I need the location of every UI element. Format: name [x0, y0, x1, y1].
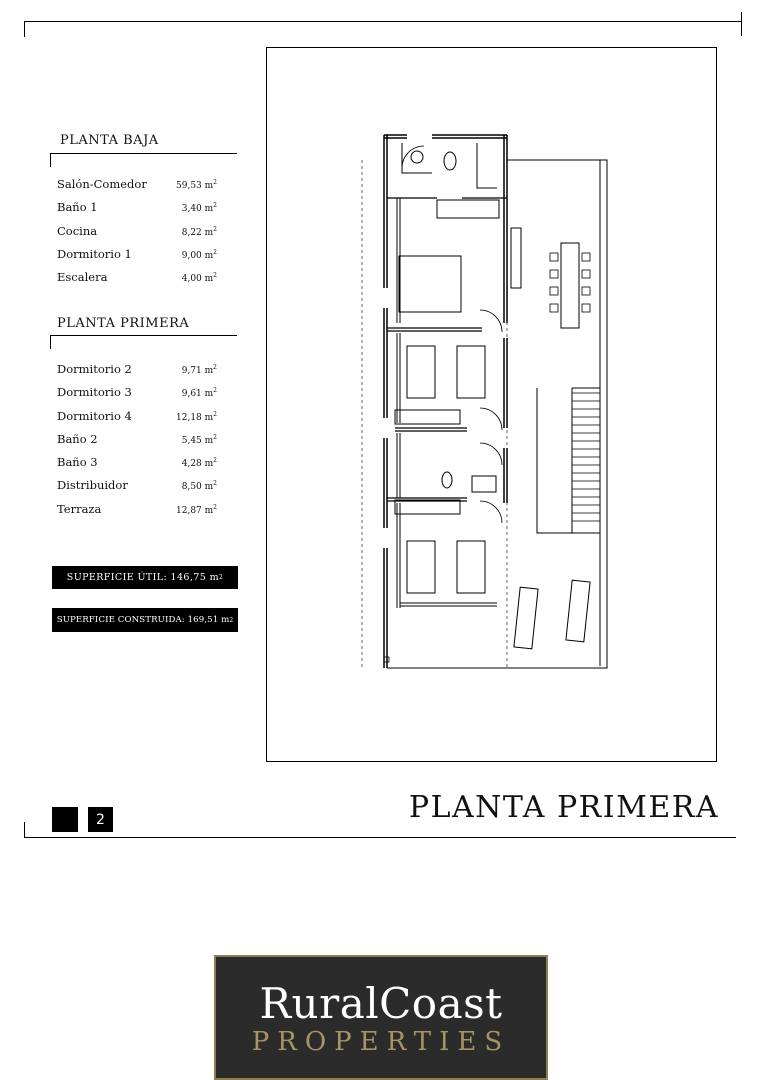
- planta-primera-rule-tick: [50, 335, 51, 349]
- plan-sofa: [511, 228, 521, 288]
- room-row: [57, 385, 217, 408]
- plan-door-2: [480, 408, 502, 430]
- plan-bed-4: [407, 541, 435, 593]
- room-area: [176, 504, 217, 516]
- plan-partition-3: [395, 428, 467, 431]
- planta-baja-room-list: [57, 177, 217, 293]
- room-name: Terraza: [57, 501, 102, 516]
- room-name: Cocina: [57, 223, 98, 238]
- room-area: [182, 387, 217, 399]
- plan-bed-1: [399, 256, 461, 312]
- plan-sink-1: [411, 151, 423, 163]
- room-row: [57, 409, 217, 432]
- room-area-exp: 2: [213, 387, 217, 395]
- planta-primera-rule: [50, 335, 237, 336]
- plan-bath-walls: [402, 143, 497, 188]
- plan-inner-wall-h2: [400, 603, 497, 606]
- room-name: Salón-Comedor: [57, 177, 147, 191]
- room-area-value: 9,00 m: [181, 250, 214, 261]
- room-name: Baño 3: [57, 455, 98, 470]
- room-name: Baño 1: [57, 200, 98, 215]
- plan-toilet-2: [442, 472, 452, 488]
- plan-door-3: [480, 443, 502, 465]
- ruralcoast-logo: [214, 955, 548, 1080]
- planta-primera-room-list: [57, 362, 217, 525]
- room-area-exp: 2: [213, 457, 217, 465]
- bottom-frame-line: [24, 837, 736, 838]
- room-area: [176, 179, 217, 191]
- plan-outer-walls: [384, 135, 387, 668]
- room-row: [57, 270, 217, 293]
- room-area-exp: 2: [213, 364, 217, 371]
- room-area-exp: 2: [213, 503, 217, 511]
- plan-terrace-outline: [387, 160, 607, 668]
- floor-plan-frame: [266, 47, 717, 762]
- room-area-value: 9,61 m: [181, 389, 214, 400]
- logo-line-1: RuralCoast: [259, 979, 503, 1028]
- plan-lounger-2: [566, 580, 590, 642]
- room-row: [57, 200, 217, 223]
- room-area-exp: 2: [213, 202, 217, 210]
- room-area: [176, 411, 217, 423]
- room-area-exp: 2: [213, 248, 217, 256]
- plan-stair-void: [537, 388, 572, 533]
- room-area-value: 8,50 m: [181, 482, 214, 493]
- planta-baja-rule: [50, 153, 237, 154]
- room-area: [182, 364, 217, 376]
- plan-door-4: [480, 501, 502, 523]
- room-name: Dormitorio 1: [57, 246, 132, 261]
- plan-wardrobe-1: [437, 200, 499, 218]
- room-area-value: 4,00 m: [181, 274, 214, 285]
- planta-baja-rule-tick: [50, 153, 51, 167]
- room-area: [182, 272, 217, 284]
- planta-baja-title: PLANTA BAJA: [60, 133, 159, 148]
- floor-plan-drawing: [267, 48, 716, 761]
- room-area-value: 5,45 m: [181, 435, 214, 446]
- room-area: [182, 249, 217, 261]
- top-frame-right-tick: [741, 12, 742, 36]
- room-row: [57, 502, 217, 525]
- plan-bed-5: [457, 541, 485, 593]
- top-frame-left-tick: [24, 21, 25, 37]
- plan-right-wall: [504, 135, 507, 503]
- room-area-value: 3,40 m: [181, 204, 214, 215]
- room-area-exp: 2: [213, 433, 217, 441]
- plan-bed-3: [457, 346, 485, 398]
- plan-wardrobe-2: [395, 410, 460, 424]
- planta-primera-title: PLANTA PRIMERA: [57, 316, 190, 331]
- room-area-value: 9,71 m: [181, 366, 214, 376]
- room-name: Distribuidor: [57, 478, 128, 493]
- page-heading: PLANTA PRIMERA: [408, 790, 719, 825]
- plan-partition-2: [387, 328, 482, 331]
- room-row: [57, 224, 217, 247]
- room-name: Baño 2: [57, 431, 98, 446]
- room-area-exp: 2: [213, 225, 217, 233]
- top-frame-line: [24, 21, 742, 22]
- plan-lounger-1: [514, 587, 538, 649]
- room-area: [182, 226, 217, 238]
- room-row: [57, 177, 217, 200]
- room-row: [57, 455, 217, 478]
- room-area-value: 12,87 m: [176, 505, 214, 516]
- superficie-util-exp: 2: [219, 574, 224, 581]
- room-area-exp: 2: [213, 272, 217, 280]
- superficie-util-box: [52, 566, 238, 589]
- room-name: Dormitorio 3: [57, 385, 132, 400]
- room-row: [57, 362, 217, 385]
- plan-dining-table: [561, 243, 579, 328]
- plan-wardrobe-3: [395, 500, 460, 514]
- room-area-value: 12,18 m: [176, 412, 214, 423]
- room-area: [182, 457, 217, 469]
- room-name: Dormitorio 4: [57, 408, 132, 423]
- plan-bed-2: [407, 346, 435, 398]
- plan-shower: [472, 476, 496, 492]
- room-area-exp: 2: [213, 480, 217, 488]
- plan-door-5: [402, 146, 424, 168]
- plan-stair-treads: [572, 393, 600, 521]
- room-name: Escalera: [57, 270, 108, 285]
- room-area: [182, 480, 217, 492]
- superficie-construida-box: [52, 608, 238, 632]
- room-row: [57, 247, 217, 270]
- superficie-construida-exp: 2: [229, 616, 234, 624]
- room-name: Dormitorio 2: [57, 362, 132, 376]
- room-row: [57, 432, 217, 455]
- room-area-exp: 2: [213, 410, 217, 418]
- plan-stair-outline: [572, 388, 600, 533]
- plan-top-wall: [384, 135, 507, 138]
- logo-line-2: PROPERTIES: [251, 1027, 511, 1057]
- page-number: 2: [88, 807, 113, 832]
- room-area-value: 4,28 m: [181, 459, 214, 470]
- room-area-value: 59,53 m: [176, 181, 214, 191]
- room-area: [182, 434, 217, 446]
- page-marker-square: [52, 807, 78, 832]
- room-area: [182, 202, 217, 214]
- superficie-util-label: SUPERFICIE ÚTIL: 146,75 m: [66, 572, 219, 583]
- room-area-value: 8,22 m: [181, 227, 214, 238]
- plan-door-1: [480, 310, 502, 332]
- plan-chairs: [550, 253, 590, 312]
- plan-toilet-1: [444, 152, 456, 170]
- bottom-frame-left-tick: [24, 822, 25, 838]
- room-row: [57, 478, 217, 501]
- superficie-construida-label: SUPERFICIE CONSTRUIDA: 169,51 m: [56, 615, 230, 625]
- room-area-exp: 2: [213, 179, 217, 186]
